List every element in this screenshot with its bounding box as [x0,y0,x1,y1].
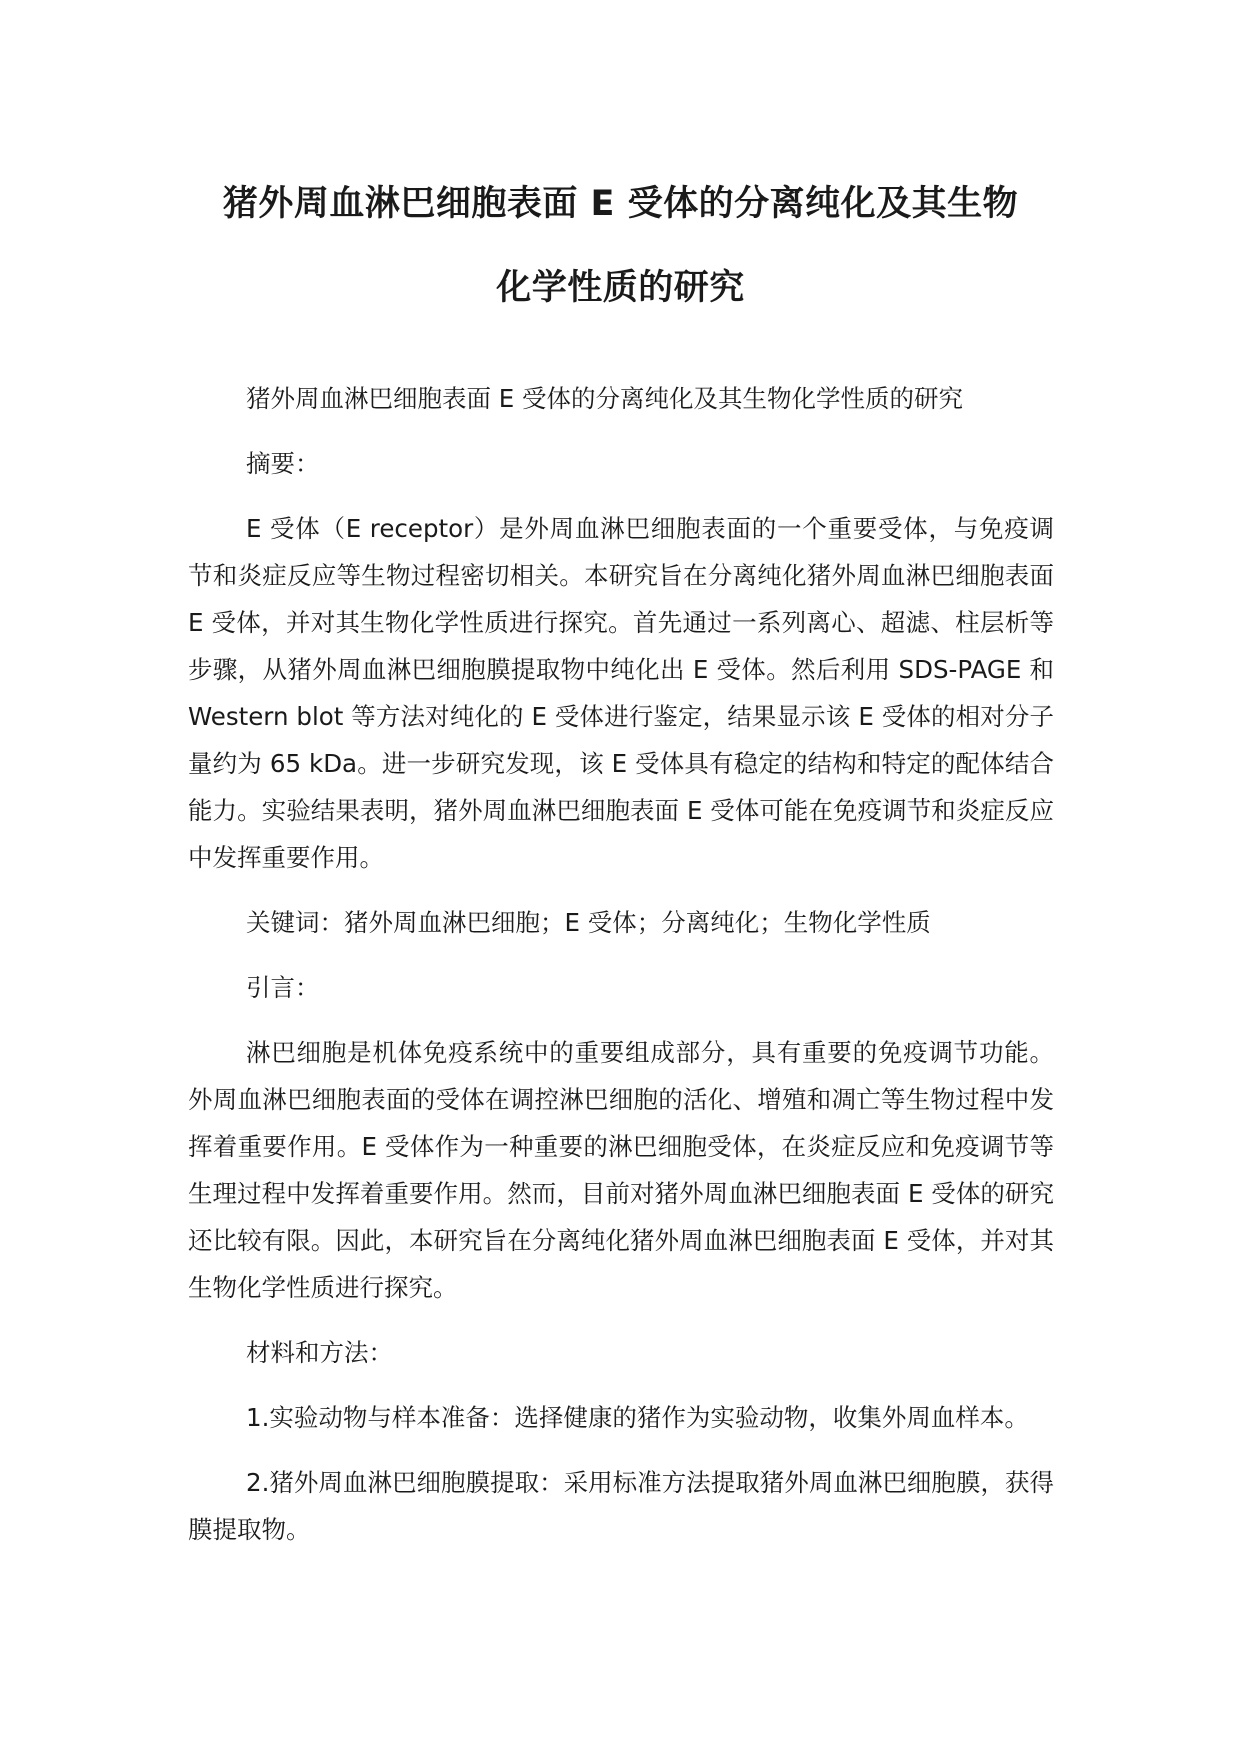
document-body [188,375,1054,1571]
document-title-line-2: 化学性质的研究 [496,268,745,308]
paragraph-methods-heading: 材料和方法： [246,1338,393,1367]
paragraph-method-1: 1.实验动物与样本准备：选择健康的猪作为实验动物，收集外周血样本。 [246,1403,1029,1432]
paragraph-abstract-heading: 摘要： [246,449,320,478]
paragraph-intro-heading: 引言： [246,973,320,1002]
paragraph-abstract: E 受体（E receptor）是外周血淋巴细胞表面的一个重要受体，与免疫调节和炎症反应等生物过程密切相关。本研究旨在分离纯化猪外周血淋巴细胞表面 E 受体，并对其生物化学性质进行探究。首先通过一系列离心、超滤、柱层析等步骤，从猪外周血淋巴细胞膜提取物中纯化出 E 受体。然后利用 SDS-PAGE 和 Western blot 等方法对纯化的 E 受体进行鉴定，结果显示该 E 受体的相对分子量约为 65 kDa。进一步研究发现，该 E 受体具有稳定的结构和特定的配体结合能力。实验结果表明，猪外周血淋巴细胞表面 E 受体可能在免疫调节和炎症反应中发挥重要作用。 [188,514,1054,872]
paragraph-method-2: 2.猪外周血淋巴细胞膜提取：采用标准方法提取猪外周血淋巴细胞膜，获得膜提取物。 [188,1468,1054,1544]
paragraph-keywords: 关键词：猪外周血淋巴细胞；E 受体；分离纯化；生物化学性质 [246,908,931,937]
paragraph-subtitle: 猪外周血淋巴细胞表面 E 受体的分离纯化及其生物化学性质的研究 [246,384,964,413]
document-title-line-1: 猪外周血淋巴细胞表面 E 受体的分离纯化及其生物 [222,184,1019,224]
paragraph-intro: 淋巴细胞是机体免疫系统中的重要组成部分，具有重要的免疫调节功能。外周血淋巴细胞表面的受体在调控淋巴细胞的活化、增殖和凋亡等生物过程中发挥着重要作用。E 受体作为一种重要的淋巴细胞受体，在炎症反应和免疫调节等生理过程中发挥着重要作用。然而，目前对猪外周血淋巴细胞表面 E 受体的研究还比较有限。因此，本研究旨在分离纯化猪外周血淋巴细胞表面 E 受体，并对其生物化学性质进行探究。 [188,1038,1054,1302]
